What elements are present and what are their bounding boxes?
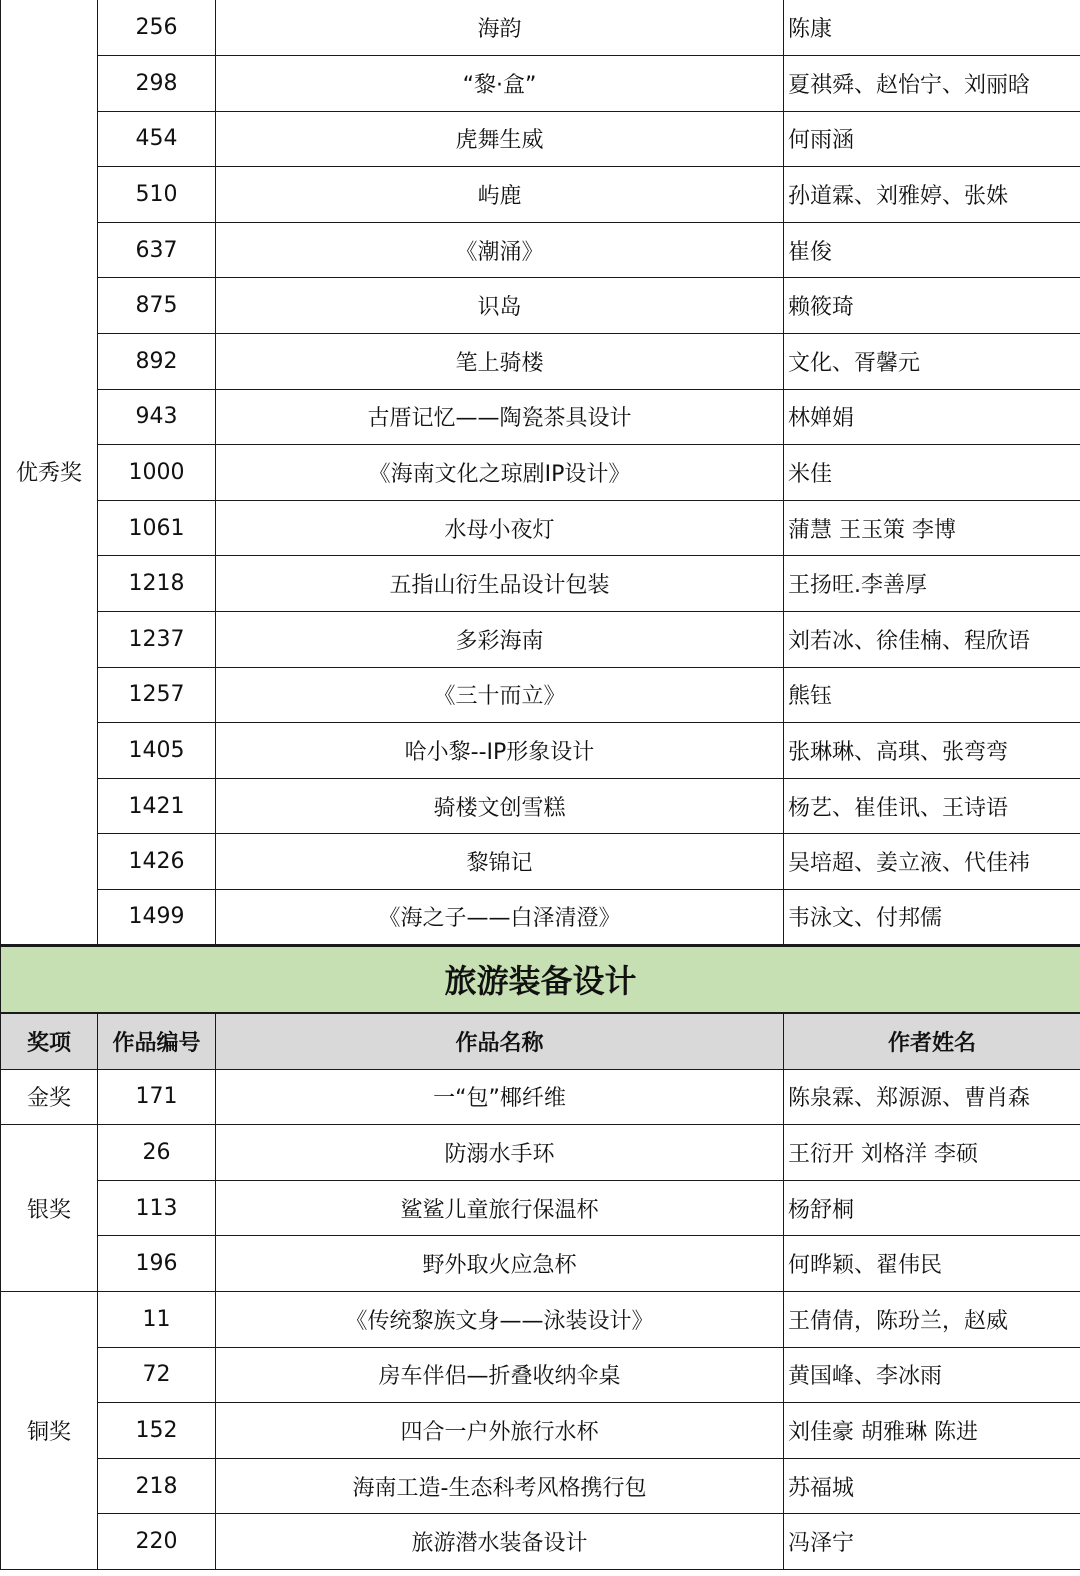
entry-name: 《海南文化之琼剧IP设计》 xyxy=(216,445,784,501)
table-row xyxy=(1,167,1080,223)
table-row xyxy=(1,56,1080,112)
entry-name: 一“包”椰纤维 xyxy=(216,1069,784,1125)
entry-name: 识岛 xyxy=(216,278,784,334)
entry-authors: 蒲慧 王玉策 李博 xyxy=(784,500,1080,556)
entry-id: 72 xyxy=(98,1347,216,1403)
entry-name: 《传统黎族文身——泳装设计》 xyxy=(216,1291,784,1347)
entry-id: 152 xyxy=(98,1403,216,1459)
entry-name: 屿鹿 xyxy=(216,167,784,223)
entry-authors: 张琳琳、高琪、张弯弯 xyxy=(784,723,1080,779)
table-row xyxy=(1,778,1080,834)
table-row xyxy=(1,445,1080,501)
entry-authors: 何雨涵 xyxy=(784,111,1080,167)
entry-authors: 夏祺舜、赵怡宁、刘丽晗 xyxy=(784,56,1080,112)
table-row xyxy=(1,278,1080,334)
entry-name: 海韵 xyxy=(216,0,784,56)
entry-authors: 何晔颖、翟伟民 xyxy=(784,1236,1080,1292)
entry-authors: 赖筱琦 xyxy=(784,278,1080,334)
entry-id: 875 xyxy=(98,278,216,334)
entry-id: 11 xyxy=(98,1291,216,1347)
entry-authors: 韦泳文、付邦儒 xyxy=(784,890,1080,946)
entry-id: 298 xyxy=(98,56,216,112)
entry-name: 五指山衍生品设计包装 xyxy=(216,556,784,612)
entry-id: 26 xyxy=(98,1125,216,1181)
entry-authors: 米佳 xyxy=(784,445,1080,501)
silver-award-label: 银奖 xyxy=(1,1125,98,1292)
table-row xyxy=(1,667,1080,723)
table-row xyxy=(1,890,1080,946)
entry-authors: 孙道霖、刘雅婷、张姝 xyxy=(784,167,1080,223)
entry-name: 《三十而立》 xyxy=(216,667,784,723)
entry-name: 海南工造-生态科考风格携行包 xyxy=(216,1458,784,1514)
entry-name: 笔上骑楼 xyxy=(216,334,784,390)
entry-name: 旅游潜水装备设计 xyxy=(216,1514,784,1570)
table-row xyxy=(1,1514,1080,1570)
table-row xyxy=(1,612,1080,668)
entry-id: 1000 xyxy=(98,445,216,501)
entry-id: 1061 xyxy=(98,500,216,556)
bronze-award-label: 铜奖 xyxy=(1,1291,98,1569)
entry-authors: 冯泽宁 xyxy=(784,1514,1080,1570)
entry-authors: 陈泉霖、郑源源、曹肖森 xyxy=(784,1069,1080,1125)
entry-id: 1237 xyxy=(98,612,216,668)
table-row xyxy=(1,334,1080,390)
header-award: 奖项 xyxy=(1,1013,98,1069)
entry-name: 野外取火应急杯 xyxy=(216,1236,784,1292)
entry-name: 古厝记忆——陶瓷茶具设计 xyxy=(216,389,784,445)
entry-authors: 王扬旺.李善厚 xyxy=(784,556,1080,612)
gold-award-label: 金奖 xyxy=(1,1069,98,1125)
header-authors: 作者姓名 xyxy=(784,1013,1080,1069)
entry-name: 多彩海南 xyxy=(216,612,784,668)
table-row xyxy=(1,1291,1080,1347)
entry-authors: 林婵娟 xyxy=(784,389,1080,445)
table-row xyxy=(1,222,1080,278)
entry-id: 943 xyxy=(98,389,216,445)
entry-name: 哈小黎--IP形象设计 xyxy=(216,723,784,779)
entry-authors: 熊钰 xyxy=(784,667,1080,723)
table-row xyxy=(1,1403,1080,1459)
entry-name: 黎锦记 xyxy=(216,834,784,890)
table-row xyxy=(1,723,1080,779)
entry-name: 《潮涌》 xyxy=(216,222,784,278)
entry-name: 四合一户外旅行水杯 xyxy=(216,1403,784,1459)
entry-authors: 杨艺、崔佳讯、王诗语 xyxy=(784,778,1080,834)
entry-id: 113 xyxy=(98,1180,216,1236)
header-id: 作品编号 xyxy=(98,1013,216,1069)
entry-name: “黎·盒” xyxy=(216,56,784,112)
table-row xyxy=(1,1458,1080,1514)
entry-id: 1405 xyxy=(98,723,216,779)
header-name: 作品名称 xyxy=(216,1013,784,1069)
entry-authors: 陈康 xyxy=(784,0,1080,56)
entry-id: 196 xyxy=(98,1236,216,1292)
table-row xyxy=(1,1180,1080,1236)
entry-id: 454 xyxy=(98,111,216,167)
entry-authors: 黄国峰、李冰雨 xyxy=(784,1347,1080,1403)
entry-name: 防溺水手环 xyxy=(216,1125,784,1181)
entry-authors: 崔俊 xyxy=(784,222,1080,278)
entry-id: 1421 xyxy=(98,778,216,834)
entry-authors: 王倩倩，陈玢兰，赵威 xyxy=(784,1291,1080,1347)
section-title: 旅游装备设计 xyxy=(1,945,1080,1013)
excellence-award-label: 优秀奖 xyxy=(1,0,98,945)
entry-authors: 文化、胥馨元 xyxy=(784,334,1080,390)
entry-authors: 吴培超、姜立液、代佳祎 xyxy=(784,834,1080,890)
table-row xyxy=(1,0,1080,56)
entry-name: 骑楼文创雪糕 xyxy=(216,778,784,834)
entry-id: 1257 xyxy=(98,667,216,723)
entry-authors: 王衍开 刘格洋 李硕 xyxy=(784,1125,1080,1181)
entry-id: 171 xyxy=(98,1069,216,1125)
entry-authors: 刘佳豪 胡雅琳 陈进 xyxy=(784,1403,1080,1459)
section-header xyxy=(1,945,1080,1013)
entry-name: 虎舞生威 xyxy=(216,111,784,167)
entry-id: 1499 xyxy=(98,890,216,946)
table-row xyxy=(1,500,1080,556)
entry-id: 637 xyxy=(98,222,216,278)
travel-equipment-section xyxy=(1,1013,1080,1569)
entry-authors: 苏福城 xyxy=(784,1458,1080,1514)
table-row xyxy=(1,1236,1080,1292)
entry-id: 220 xyxy=(98,1514,216,1570)
entry-name: 《海之子——白泽清澄》 xyxy=(216,890,784,946)
entry-authors: 刘若冰、徐佳楠、程欣语 xyxy=(784,612,1080,668)
entry-name: 鲨鲨儿童旅行保温杯 xyxy=(216,1180,784,1236)
entry-id: 218 xyxy=(98,1458,216,1514)
entry-name: 房车伴侣—折叠收纳伞桌 xyxy=(216,1347,784,1403)
entry-name: 水母小夜灯 xyxy=(216,500,784,556)
entry-id: 510 xyxy=(98,167,216,223)
table-row xyxy=(1,1069,1080,1125)
table-row xyxy=(1,556,1080,612)
entry-id: 1218 xyxy=(98,556,216,612)
entry-id: 892 xyxy=(98,334,216,390)
table-row xyxy=(1,834,1080,890)
entry-id: 256 xyxy=(98,0,216,56)
table-row xyxy=(1,389,1080,445)
table-row xyxy=(1,111,1080,167)
column-header-row xyxy=(1,1013,1080,1069)
excellence-award-group xyxy=(1,0,1080,945)
entry-authors: 杨舒桐 xyxy=(784,1180,1080,1236)
table-row xyxy=(1,1347,1080,1403)
entry-id: 1426 xyxy=(98,834,216,890)
table-row xyxy=(1,1125,1080,1181)
